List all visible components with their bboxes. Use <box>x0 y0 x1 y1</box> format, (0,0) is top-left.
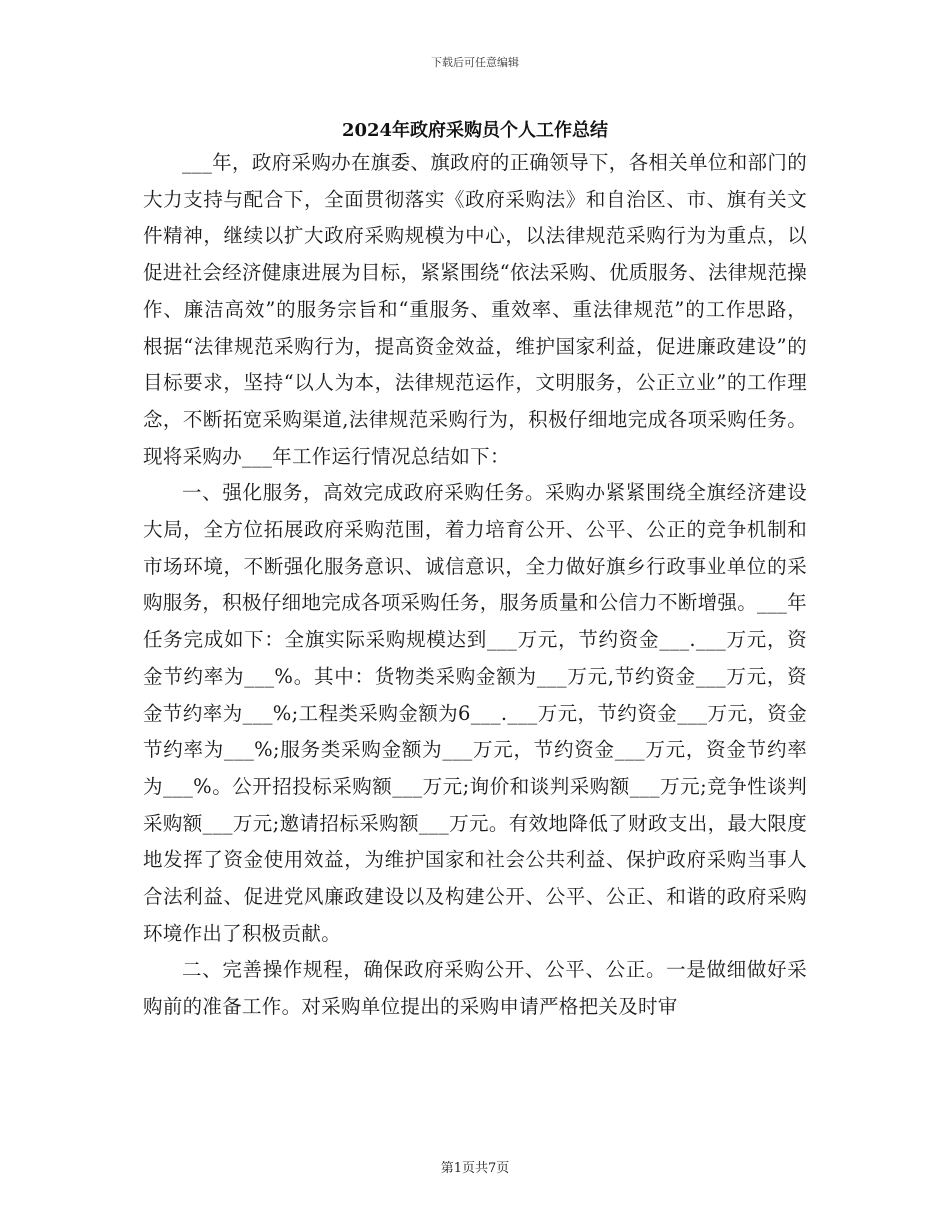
page-number-footer: 第1页共7页 <box>440 1161 510 1176</box>
paragraph-intro: ___年，政府采购办在旗委、旗政府的正确领导下，各相关单位和部门的大力支持与配合下，全面贯彻落实《政府采购法》和自治区、市、旗有关文件精神，继续以扩大政府采购规模为中心，以法律规范采购行为为重点，以促进社会经济健康进展为目标，紧紧围绕“依法采购、优质服务、法律规范操作、廉洁高效”的服务宗旨和“重服务、重效率、重法律规范”的工作思路，根据“法律规范采购行为，提高资金效益，维护国家利益，促进廉政建设”的目标要求，坚持“以人为本，法律规范运作，文明服务，公正立业”的工作理念，不断拓宽采购渠道,法律规范采购行为，积极仔细地完成各项采购任务。现将采购办___年工作运行情况总结如下： <box>143 151 807 468</box>
document-title: 2024年政府采购员个人工作总结 <box>341 120 609 141</box>
paragraph-section-1: 一、强化服务，高效完成政府采购任务。采购办紧紧围绕全旗经济建设大局，全方位拓展政府采购范围，着力培育公开、公平、公正的竞争机制和市场环境，不断强化服务意识、诚信意识，全力做好旗乡行政事业单位的采购服务，积极仔细地完成各项采购任务，服务质量和公信力不断增强。___年任务完成如下：全旗实际采购规模达到___万元，节约资金___.___万元，资金节约率为___%。其中：货物类采购金额为___万元,节约资金___万元，资金节约率为___%;工程类采购金额为6___.___万元，节约资金___万元，资金节约率为___%;服务类采购金额为___万元，节约资金___万元，资金节约率为___%。公开招投标采购额___万元;询价和谈判采购额___万元;竞争性谈判采购额___万元;邀请招标采购额___万元。有效地降低了财政支出，最大限度地发挥了资金使用效益，为维护国家和社会公共利益、保护政府采购当事人合法利益、促进党风廉政建设以及构建公开、公平、公正、和谐的政府采购环境作出了积极贡献。 <box>143 481 807 945</box>
document-body <box>143 145 807 1026</box>
page-header-note: 下载后可任意编辑 <box>431 56 519 69</box>
paragraph-section-2: 二、完善操作规程，确保政府采购公开、公平、公正。一是做细做好采购前的准备工作。对采购单位提出的采购申请严格把关及时审 <box>143 958 807 1019</box>
